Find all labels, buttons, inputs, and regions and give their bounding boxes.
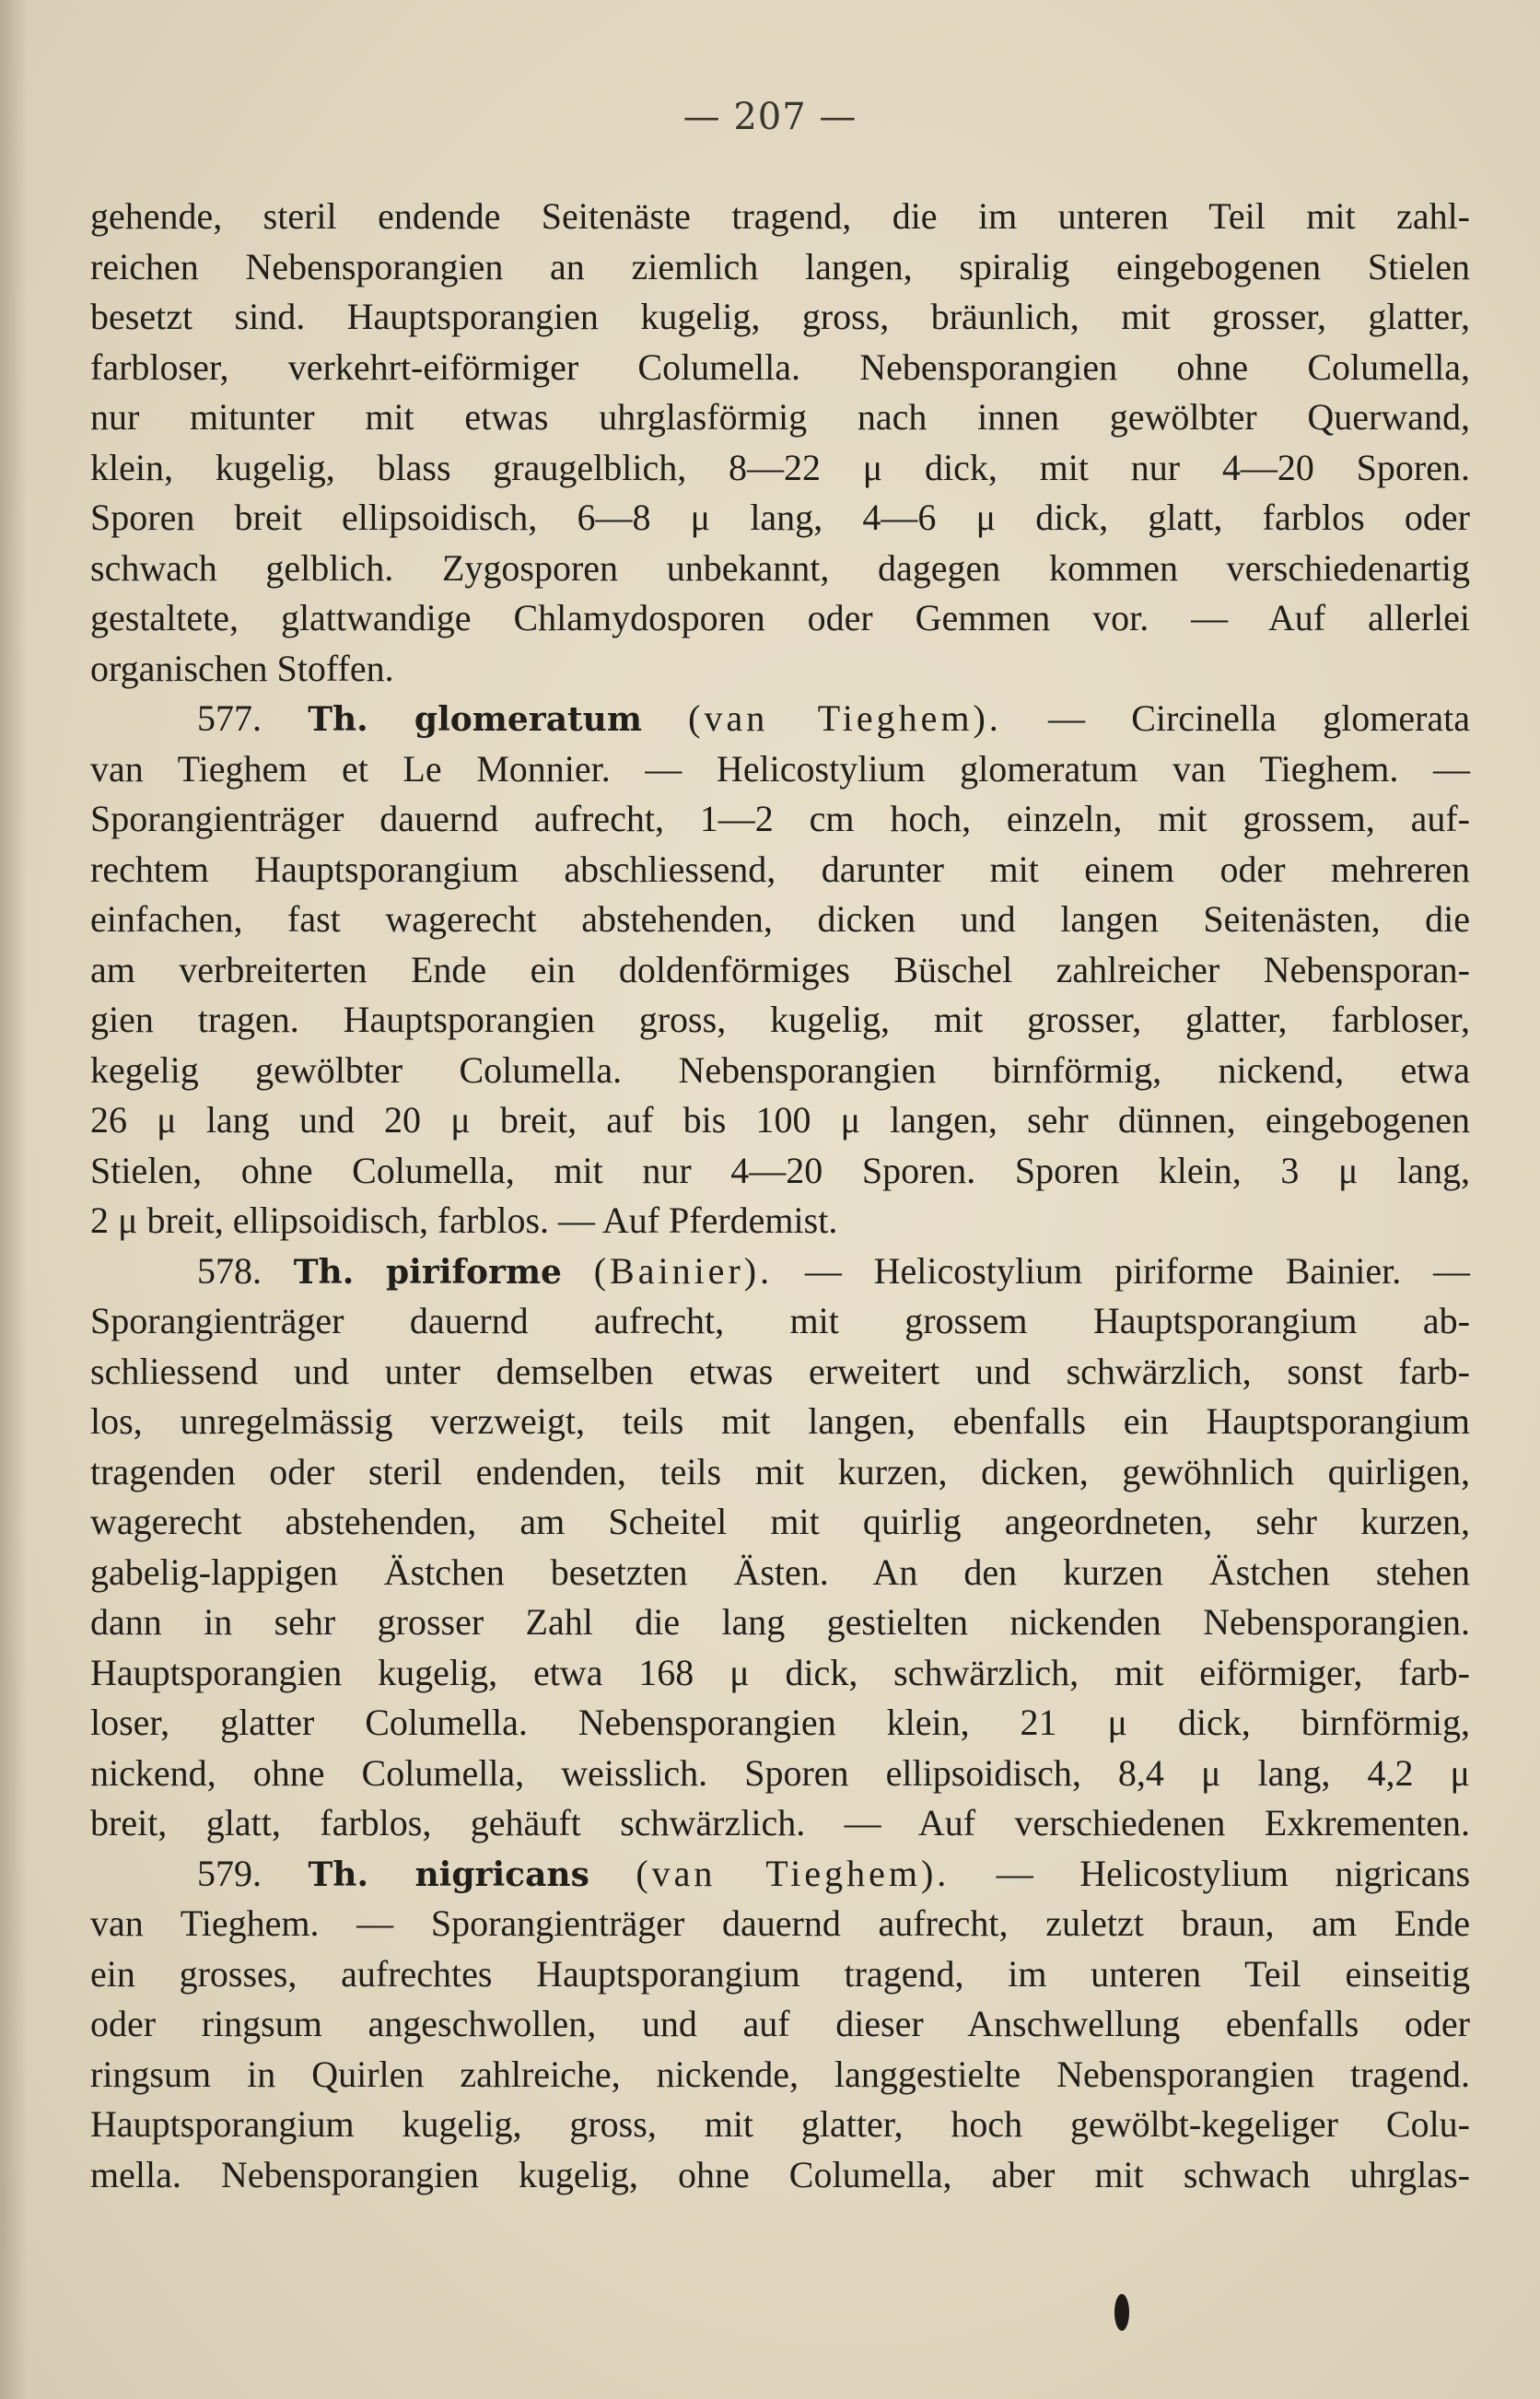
entry-number: 577.: [197, 697, 262, 739]
text-line: wagerecht abstehenden, am Scheitel mit quirlig angeordneten, sehr kurzen,: [90, 1501, 1470, 1542]
paragraph-continuation: [90, 192, 1470, 694]
text-line: Sporangienträger dauernd aufrecht, 1—2 cm hoch, einzeln, mit grossem, auf-: [90, 798, 1470, 839]
species-author: (van Tieghem).: [636, 1852, 951, 1894]
text-line: mella. Nebensporangien kugelig, ohne Columella, aber mit schwach uhrglas-: [90, 2153, 1470, 2195]
text-line: oder ringsum angeschwollen, und auf dieser Anschwellung ebenfalls oder: [90, 2003, 1470, 2044]
text-line: ein grosses, aufrechtes Hauptsporangium tragend, im unteren Teil einseitig: [90, 1952, 1470, 1995]
text-line: schliessend und unter demselben etwas erweitert und schwärzlich, sonst farb-: [90, 1350, 1470, 1392]
species-epithet: nigricans: [414, 1855, 589, 1894]
text-line: rechtem Hauptsporangium abschliessend, darunter mit einem oder mehreren: [90, 848, 1470, 890]
text-line: einfachen, fast wagerecht abstehenden, dicken und langen Seitenästen, die: [90, 898, 1470, 940]
text-line: los, unregelmässig verzweigt, teils mit langen, ebenfalls ein Hauptsporangium: [90, 1400, 1470, 1442]
text-line: loser, glatter Columella. Nebensporangien klein, 21 μ dick, birnförmig,: [90, 1702, 1470, 1743]
species-heading-line: [90, 1849, 1470, 1900]
heading-line-rest: — Helicostylium nigricans: [996, 1852, 1471, 1894]
text-line: dann in sehr grosser Zahl die lang gestielten nickenden Nebensporangien.: [90, 1601, 1470, 1643]
text-line: besetzt sind. Hauptsporangien kugelig, gross, bräunlich, mit grosser, glatter,: [90, 296, 1470, 337]
text-line: am verbreiterten Ende ein doldenförmiges Büschel zahlreicher Nebensporan-: [90, 948, 1470, 990]
page-text: [90, 192, 1470, 2200]
species-genus: Th.: [293, 1252, 355, 1292]
species-entry-577: [90, 694, 1470, 1246]
text-line: Sporangienträger dauernd aufrecht, mit grossem Hauptsporangium ab-: [90, 1300, 1470, 1341]
species-heading-line: [90, 1246, 1470, 1297]
text-line: 2 μ breit, ellipsoidisch, farblos. — Auf Pferdemist.: [90, 1200, 838, 1241]
species-author: (van Tieghem).: [688, 697, 1002, 739]
text-line: nickend, ohne Columella, weisslich. Sporen ellipsoidisch, 8,4 μ lang, 4,2 μ: [90, 1751, 1470, 1794]
text-line: Hauptsporangium kugelig, gross, mit glatter, hoch gewölbt-kegeliger Colu-: [90, 2103, 1470, 2145]
heading-line-rest: — Helicostylium piriforme Bainier. —: [804, 1249, 1471, 1292]
text-line: breit, glatt, farblos, gehäuft schwärzlich. — Auf verschiedenen Exkrementen.: [90, 1802, 1470, 1843]
species-heading-line: [90, 694, 1470, 744]
species-genus: Th.: [308, 1855, 368, 1894]
heading-line-rest: — Circinella glomerata: [1048, 697, 1471, 739]
species-genus: Th.: [308, 700, 368, 739]
ink-blot: [1114, 2294, 1129, 2331]
text-line: gestaltete, glattwandige Chlamydosporen oder Gemmen vor. — Auf allerlei: [90, 597, 1470, 638]
text-line: reichen Nebensporangien an ziemlich langen, spiralig eingebogenen Stielen: [90, 245, 1470, 287]
species-epithet: piriforme: [386, 1252, 562, 1292]
text-line: ringsum in Quirlen zahlreiche, nickende, langgestielte Nebensporangien tragend.: [90, 2053, 1470, 2095]
page-edge-shadow: [0, 0, 28, 2399]
text-line: farbloser, verkehrt-eiförmiger Columella. Nebensporangien ohne Columella,: [90, 345, 1470, 388]
text-line: Hauptsporangien kugelig, etwa 168 μ dick, schwärzlich, mit eiförmiger, farb-: [90, 1651, 1470, 1693]
species-author: (Bainier).: [593, 1249, 774, 1292]
text-line: organischen Stoffen.: [90, 647, 394, 689]
text-line: nur mitunter mit etwas uhrglasförmig nach innen gewölbter Querwand,: [90, 396, 1470, 438]
text-line: 26 μ lang und 20 μ breit, auf bis 100 μ langen, sehr dünnen, eingebogenen: [90, 1099, 1470, 1141]
species-epithet: glomeratum: [414, 700, 642, 739]
text-line: van Tieghem et Le Monnier. — Helicostylium glomeratum van Tieghem. —: [90, 747, 1470, 790]
entry-number: 579.: [197, 1852, 262, 1894]
text-line: kegelig gewölbter Columella. Nebensporangien birnförmig, nickend, etwa: [90, 1048, 1470, 1091]
species-entry-578: [90, 1246, 1470, 1849]
text-line: Sporen breit ellipsoidisch, 6—8 μ lang, 4—6 μ dick, glatt, farblos oder: [90, 497, 1470, 538]
entry-number: 578.: [197, 1249, 262, 1292]
text-line: Stielen, ohne Columella, mit nur 4—20 Sporen. Sporen klein, 3 μ lang,: [90, 1149, 1470, 1191]
text-line: gehende, steril endende Seitenäste tragend, die im unteren Teil mit zahl-: [90, 195, 1470, 237]
text-line: gien tragen. Hauptsporangien gross, kugelig, mit grosser, glatter, farbloser,: [90, 999, 1470, 1040]
text-line: van Tieghem. — Sporangienträger dauernd aufrecht, zuletzt braun, am Ende: [90, 1902, 1470, 1944]
text-line: gabelig-lappigen Ästchen besetzten Ästen. An den kurzen Ästchen stehen: [90, 1551, 1470, 1593]
text-line: klein, kugelig, blass graugelblich, 8—22 μ dick, mit nur 4—20 Sporen.: [90, 446, 1470, 488]
species-entry-579: [90, 1849, 1470, 2201]
page-number: — 207 —: [682, 96, 858, 138]
text-line: schwach gelblich. Zygosporen unbekannt, dagegen kommen verschiedenartig: [90, 546, 1470, 589]
text-line: tragenden oder steril endenden, teils mit kurzen, dicken, gewöhnlich quirligen,: [90, 1450, 1470, 1492]
